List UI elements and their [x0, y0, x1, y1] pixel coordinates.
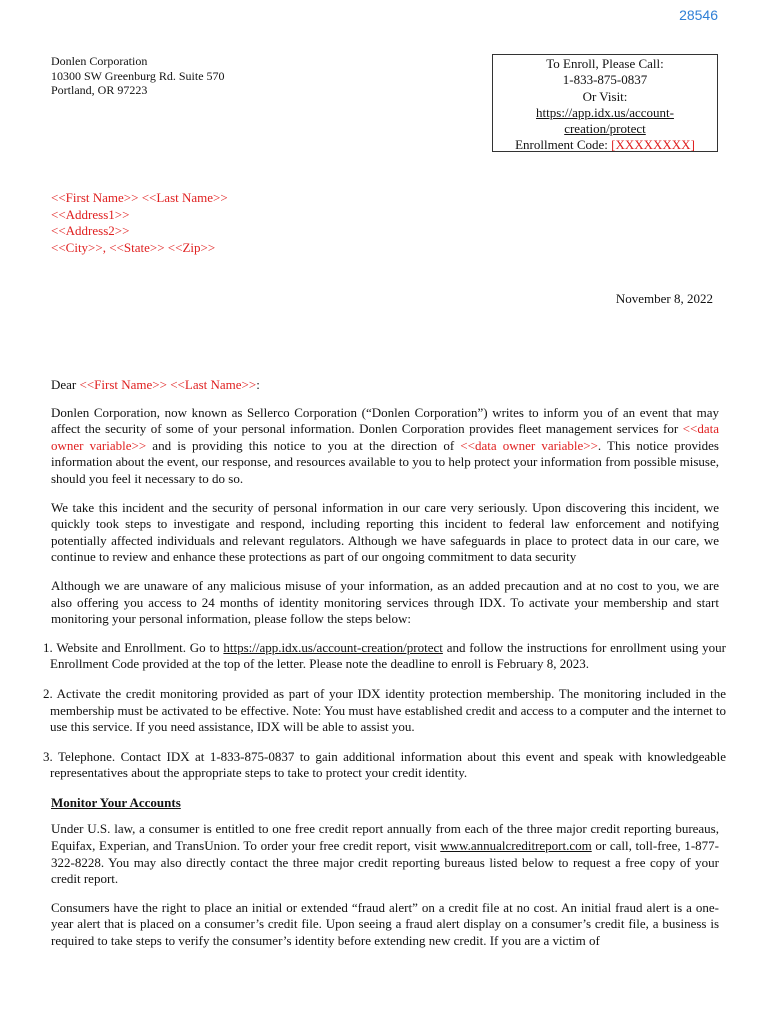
intro-paragraph: [51, 405, 719, 488]
recipient-name: <<First Name>> <<Last Name>>: [51, 190, 228, 205]
enrollment-box: [492, 54, 718, 152]
intro-text-1: Donlen Corporation, now known as Sellerco Corporation (“Donlen Corporation”) writes to inform you of an event that may affect the security of some of your personal information. Donlen Corporation provides fleet management services for: [51, 404, 719, 437]
enrollment-link[interactable]: https://app.idx.us/account-creation/protect: [223, 639, 443, 655]
step-2: [43, 686, 726, 736]
step-1-text-2: and follow the instructions for enrollment using your Enrollment Code provided at the top of the letter. Please note the deadline to enroll is February 8, 2023.: [50, 639, 727, 672]
recipient-address-block: [51, 190, 228, 256]
offer-paragraph: Although we are unaware of any malicious misuse of your information, as an added precaution and at no cost to you, we are also offering you access to 24 months of identity monitoring services through IDX. To activate your membership and start monitoring your personal information, please follow the steps below:: [51, 577, 719, 627]
enroll-url-line1[interactable]: https://app.idx.us/account-: [536, 104, 674, 120]
monitor-accounts-heading: Monitor Your Accounts: [51, 794, 181, 810]
sender-street: 10300 SW Greenburg Rd. Suite 570: [51, 68, 225, 83]
credit-report-text-1: Under U.S. law, a consumer is entitled to one free credit report annually from each of the three major credit reporting bureaus, Equifax, Experian, and TransUnion. To order your free credit report, visit: [51, 821, 719, 854]
enrollment-code-line: [493, 137, 717, 153]
page-number: 28546: [679, 7, 718, 23]
enroll-url-line2[interactable]: creation/protect: [564, 121, 646, 137]
salutation-colon: :: [256, 377, 260, 392]
incident-paragraph: We take this incident and the security of personal information in our care very seriously. Upon discovering this incident, we quickly took steps to investigate and respond, including reporting this incident to federal law enforcement and notifying potentially affected individuals and relevant regulators. Although we have safeguards in place to protect data in our care, we continue to review and enhance these protections as part of our ongoing commitment to data security: [51, 499, 719, 565]
credit-report-text-2: or call, toll-free, 1-877-322-8228. You may also directly contact the three major credit reporting bureaus listed below to request a free copy of your credit report.: [51, 838, 719, 887]
intro-text-3: . This notice provides information about the event, our response, and resources available to you to help protect your information from possible misuse, should you feel it necessary to do so.: [51, 437, 719, 486]
step-1-text: Website and Enrollment. Go to: [56, 639, 224, 655]
recipient-city-state-zip: <<City>>, <<State>> <<Zip>>: [51, 239, 216, 255]
letter-date: November 8, 2022: [615, 291, 713, 306]
credit-report-paragraph: [51, 821, 719, 887]
letter-body: [43, 377, 727, 962]
intro-text-2: and is providing this notice to you at the direction of: [146, 437, 461, 453]
fraud-alert-paragraph: Consumers have the right to place an initial or extended “fraud alert” on a credit file at no cost. An initial fraud alert is a one-year alert that is placed on a consumer’s credit file. Upon seeing a fraud alert display on a consumer’s credit file, a business is required to take steps to verify the consumer’s identity before extending new credit. If you are a victim of: [51, 899, 719, 949]
recipient-address2: <<Address2>>: [51, 223, 130, 238]
step-2-text: Activate the credit monitoring provided as part of your IDX identity protection membership. The monitoring included in the membership must be activated to be effective. Note: You must have established credit and access to a computer and the internet to use this service. If you need assistance, IDX will be able to assist you.: [50, 685, 726, 735]
data-owner-variable-1: <<data owner variable>>: [51, 421, 719, 453]
step-3: [43, 749, 726, 782]
enrollment-code-value: [XXXXXXXX]: [611, 137, 695, 153]
sender-address-block: [51, 54, 225, 98]
data-owner-variable-2: <<data owner variable>>: [460, 437, 598, 453]
salutation-name: <<First Name>> <<Last Name>>: [79, 377, 257, 392]
recipient-address1: <<Address1>>: [51, 206, 130, 222]
step-3-text: Telephone. Contact IDX at 1-833-875-0837 to gain additional information about this event and speak with knowledgeable representatives about the appropriate steps to take to protect your credit identity.: [50, 748, 727, 781]
salutation: [51, 377, 719, 394]
sender-city: Portland, OR 97223: [51, 83, 148, 97]
enroll-call-label: To Enroll, Please Call:: [546, 56, 664, 71]
salutation-dear: Dear: [51, 377, 80, 392]
enrollment-code-label: Enrollment Code:: [515, 137, 612, 153]
step-3-number: 3.: [43, 748, 58, 764]
enroll-visit-label: Or Visit:: [582, 88, 628, 104]
sender-company: Donlen Corporation: [51, 54, 148, 68]
step-2-number: 2.: [43, 685, 57, 701]
enroll-phone: 1-833-875-0837: [562, 72, 648, 88]
annualcreditreport-link[interactable]: www.annualcreditreport.com: [440, 838, 592, 854]
step-1-number: 1.: [43, 639, 57, 655]
step-1: [43, 640, 726, 673]
